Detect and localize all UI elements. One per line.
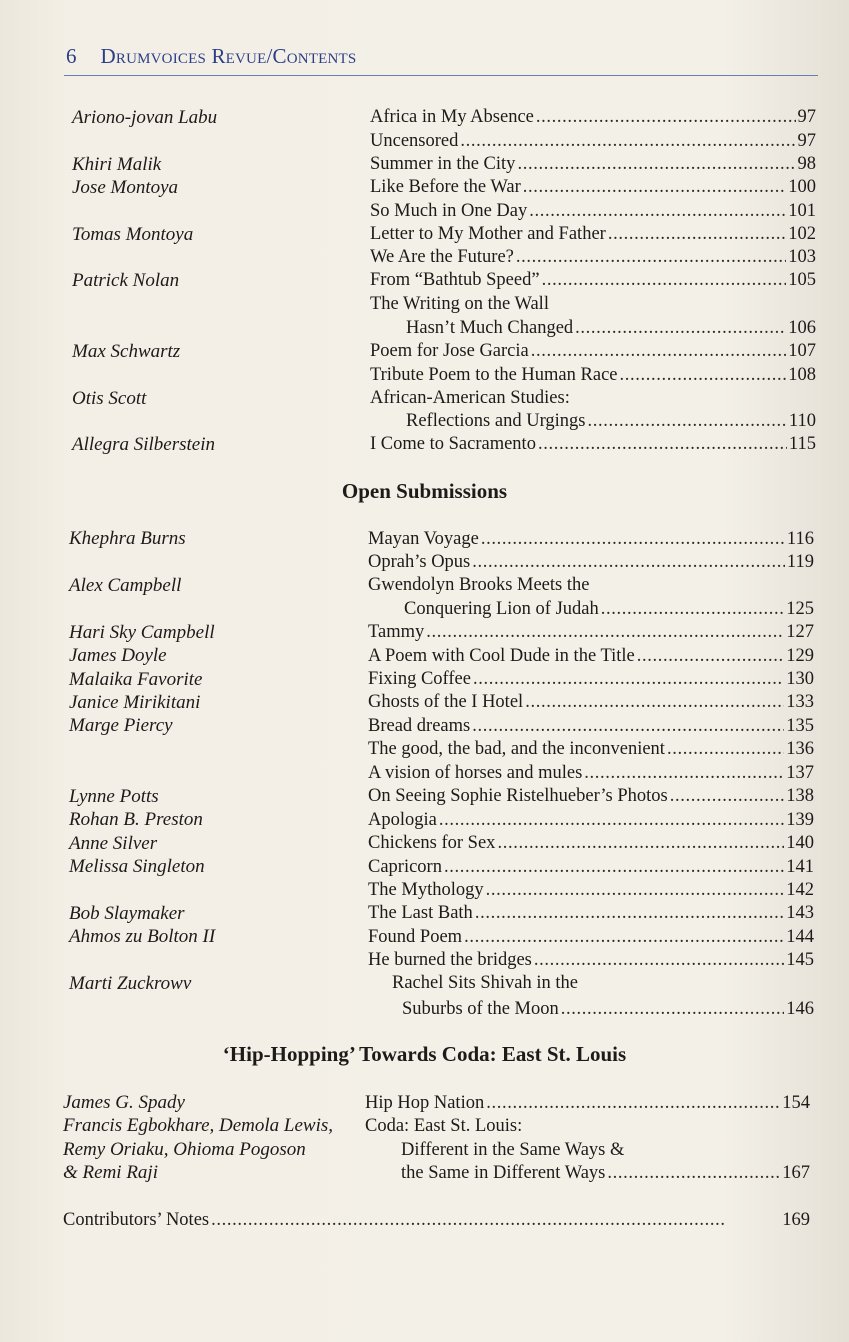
toc-entry (370, 364, 816, 387)
toc-entry (370, 130, 816, 153)
toc-entry (402, 998, 814, 1021)
toc-entry (365, 1092, 810, 1115)
entry-page: 143 (786, 903, 814, 923)
author-name: Otis Scott (72, 388, 147, 409)
author-name: Rohan B. Preston (69, 809, 203, 830)
author-name: Max Schwartz (72, 341, 181, 362)
entry-page: 98 (797, 154, 816, 174)
entry-page: 136 (786, 739, 814, 759)
author-name: Marti Zuckrowv (69, 973, 192, 994)
entry-page: 115 (788, 434, 816, 454)
toc-entry-contributors-notes (63, 1209, 810, 1232)
entry-title-first-line: The Writing on the Wall (370, 294, 549, 314)
entry-page: 142 (786, 880, 814, 900)
author-name: Tomas Montoya (72, 224, 194, 245)
toc-entry (368, 668, 814, 691)
entry-title: Mayan Voyage (368, 529, 479, 549)
toc-entry (406, 410, 816, 433)
toc-entry (370, 176, 816, 199)
entry-title: Suburbs of the Moon (402, 999, 559, 1019)
running-header (66, 44, 818, 69)
toc-entry (370, 433, 816, 456)
author-name: Allegra Silberstein (72, 434, 216, 455)
author-name: Ahmos zu Bolton II (69, 926, 216, 947)
author-name: Alex Campbell (69, 575, 182, 596)
entry-title-first-line: Rachel Sits Shivah in the (392, 973, 579, 993)
author-name: Ariono-jovan Labu (72, 107, 218, 128)
entry-page: 125 (786, 599, 814, 619)
entry-page: 119 (786, 552, 814, 572)
entry-title: He burned the bridges (368, 950, 532, 970)
entry-page: 116 (786, 529, 814, 549)
toc-entry (368, 949, 814, 972)
toc-entry (406, 317, 816, 340)
entry-title: Summer in the City (370, 154, 516, 174)
entry-title: The Mythology (368, 880, 484, 900)
entry-page: 102 (788, 224, 816, 244)
section-heading: ‘Hip-Hopping’ Towards Coda: East St. Louis (222, 1042, 627, 1066)
entry-title: Found Poem (368, 927, 463, 947)
entry-page: 154 (782, 1093, 810, 1113)
toc-entry (370, 223, 816, 246)
entry-title: Capricorn (368, 857, 442, 877)
entry-page: 97 (797, 107, 816, 127)
toc-entry (370, 200, 816, 223)
entry-page: 100 (788, 177, 816, 197)
entry-title: From “Bathtub Speed” (370, 270, 540, 290)
entry-page: 106 (788, 318, 816, 338)
author-name: Bob Slaymaker (69, 903, 185, 924)
entry-page: 127 (786, 622, 814, 642)
entry-title: Bread dreams (368, 716, 471, 736)
author-name: Hari Sky Campbell (69, 622, 215, 643)
entry-page: 144 (786, 927, 814, 947)
toc-entry (368, 691, 814, 714)
entry-title: Hip Hop Nation (365, 1093, 485, 1113)
section-heading: Open Submissions (341, 479, 508, 503)
header-rule (64, 75, 818, 76)
entry-page: 135 (786, 716, 814, 736)
entry-page: 169 (782, 1210, 810, 1230)
entry-page: 97 (797, 131, 816, 151)
toc-entry (401, 1162, 810, 1185)
author-name: Khiri Malik (72, 154, 162, 175)
entry-title: On Seeing Sophie Ristelhueber’s Photos (368, 786, 668, 806)
entry-page: 101 (788, 201, 816, 221)
entry-page: 110 (788, 411, 816, 431)
toc-entry (368, 785, 814, 808)
toc-entry (370, 153, 816, 176)
entry-title: Letter to My Mother and Father (370, 224, 606, 244)
author-name: Remy Oriaku, Ohioma Pogoson (63, 1139, 306, 1160)
author-name: Marge Piercy (69, 715, 173, 736)
entry-title: The good, the bad, and the inconvenient (368, 739, 665, 759)
running-title: Drumvoices Revue/Contents (100, 44, 357, 68)
entry-title-first-line: African-American Studies: (370, 388, 570, 408)
entry-title: Tammy (368, 622, 425, 642)
entry-title: Conquering Lion of Judah (404, 599, 599, 619)
toc-entry (370, 246, 816, 269)
entry-page: 167 (782, 1163, 810, 1183)
entry-page: 108 (788, 365, 816, 385)
toc-entry (368, 738, 814, 761)
author-name: Patrick Nolan (72, 270, 180, 291)
entry-page: 107 (788, 341, 816, 361)
entry-page: 145 (786, 950, 814, 970)
entry-page: 141 (786, 857, 814, 877)
toc-entry (368, 926, 814, 949)
author-name: & Remi Raji (63, 1162, 158, 1183)
entry-title: Hasn’t Much Changed (406, 318, 574, 338)
toc-entry (370, 340, 816, 363)
entry-title: A Poem with Cool Dude in the Title (368, 646, 635, 666)
page-number: 6 (66, 44, 77, 68)
toc-entry (368, 856, 814, 879)
toc-entry (370, 106, 816, 129)
entry-title: Poem for Jose Garcia (370, 341, 529, 361)
toc-entry (368, 528, 814, 551)
entry-page: 138 (786, 786, 814, 806)
toc-entry (368, 621, 814, 644)
entry-title: Like Before the War (370, 177, 521, 197)
entry-page: 133 (786, 692, 814, 712)
toc-entry (370, 269, 816, 292)
entry-title: Ghosts of the I Hotel (368, 692, 524, 712)
entry-title: So Much in One Day (370, 201, 528, 221)
entry-page: 140 (786, 833, 814, 853)
entry-title: Contributors’ Notes (63, 1210, 210, 1230)
entry-title: Chickens for Sex (368, 833, 496, 853)
toc-entry (368, 715, 814, 738)
toc-entry (404, 598, 814, 621)
author-name: James Doyle (69, 645, 167, 666)
entry-title-first-line: Coda: East St. Louis: (365, 1116, 523, 1136)
entry-title: the Same in Different Ways (401, 1163, 606, 1183)
entry-page: 137 (786, 763, 814, 783)
entry-title: Africa in My Absence (370, 107, 534, 127)
toc-entry (368, 762, 814, 785)
author-name: Lynne Potts (69, 786, 159, 807)
toc-entry (368, 809, 814, 832)
author-name: Malaika Favorite (69, 669, 203, 690)
toc-entry (368, 645, 814, 668)
toc-entry (368, 902, 814, 925)
author-name: Khephra Burns (69, 528, 186, 549)
author-name: James G. Spady (63, 1092, 185, 1113)
author-name: Anne Silver (69, 833, 158, 854)
author-name: Francis Egbokhare, Demola Lewis, (63, 1115, 334, 1136)
entry-title: Reflections and Urgings (406, 411, 586, 431)
entry-title: We Are the Future? (370, 247, 514, 267)
entry-page: 130 (786, 669, 814, 689)
entry-title: Apologia (368, 810, 437, 830)
entry-title: Uncensored (370, 131, 459, 151)
toc-entry (368, 879, 814, 902)
entry-title: I Come to Sacramento (370, 434, 536, 454)
entry-title: The Last Bath (368, 903, 473, 923)
entry-page: 105 (788, 270, 816, 290)
entry-title-first-line: Gwendolyn Brooks Meets the (368, 575, 590, 595)
entry-title: Oprah’s Opus (368, 552, 471, 572)
author-name: Janice Mirikitani (69, 692, 201, 713)
entry-page: 146 (786, 999, 814, 1019)
entry-page: 103 (788, 247, 816, 267)
entry-title: Fixing Coffee (368, 669, 471, 689)
toc-entry (368, 832, 814, 855)
toc-entry (368, 551, 814, 574)
entry-title: Tribute Poem to the Human Race (370, 365, 618, 385)
author-name: Jose Montoya (72, 177, 179, 198)
entry-title: A vision of horses and mules (368, 763, 583, 783)
entry-title-second-line: Different in the Same Ways & (401, 1140, 625, 1160)
entry-page: 139 (786, 810, 814, 830)
entry-page: 129 (786, 646, 814, 666)
author-name: Melissa Singleton (69, 856, 205, 877)
